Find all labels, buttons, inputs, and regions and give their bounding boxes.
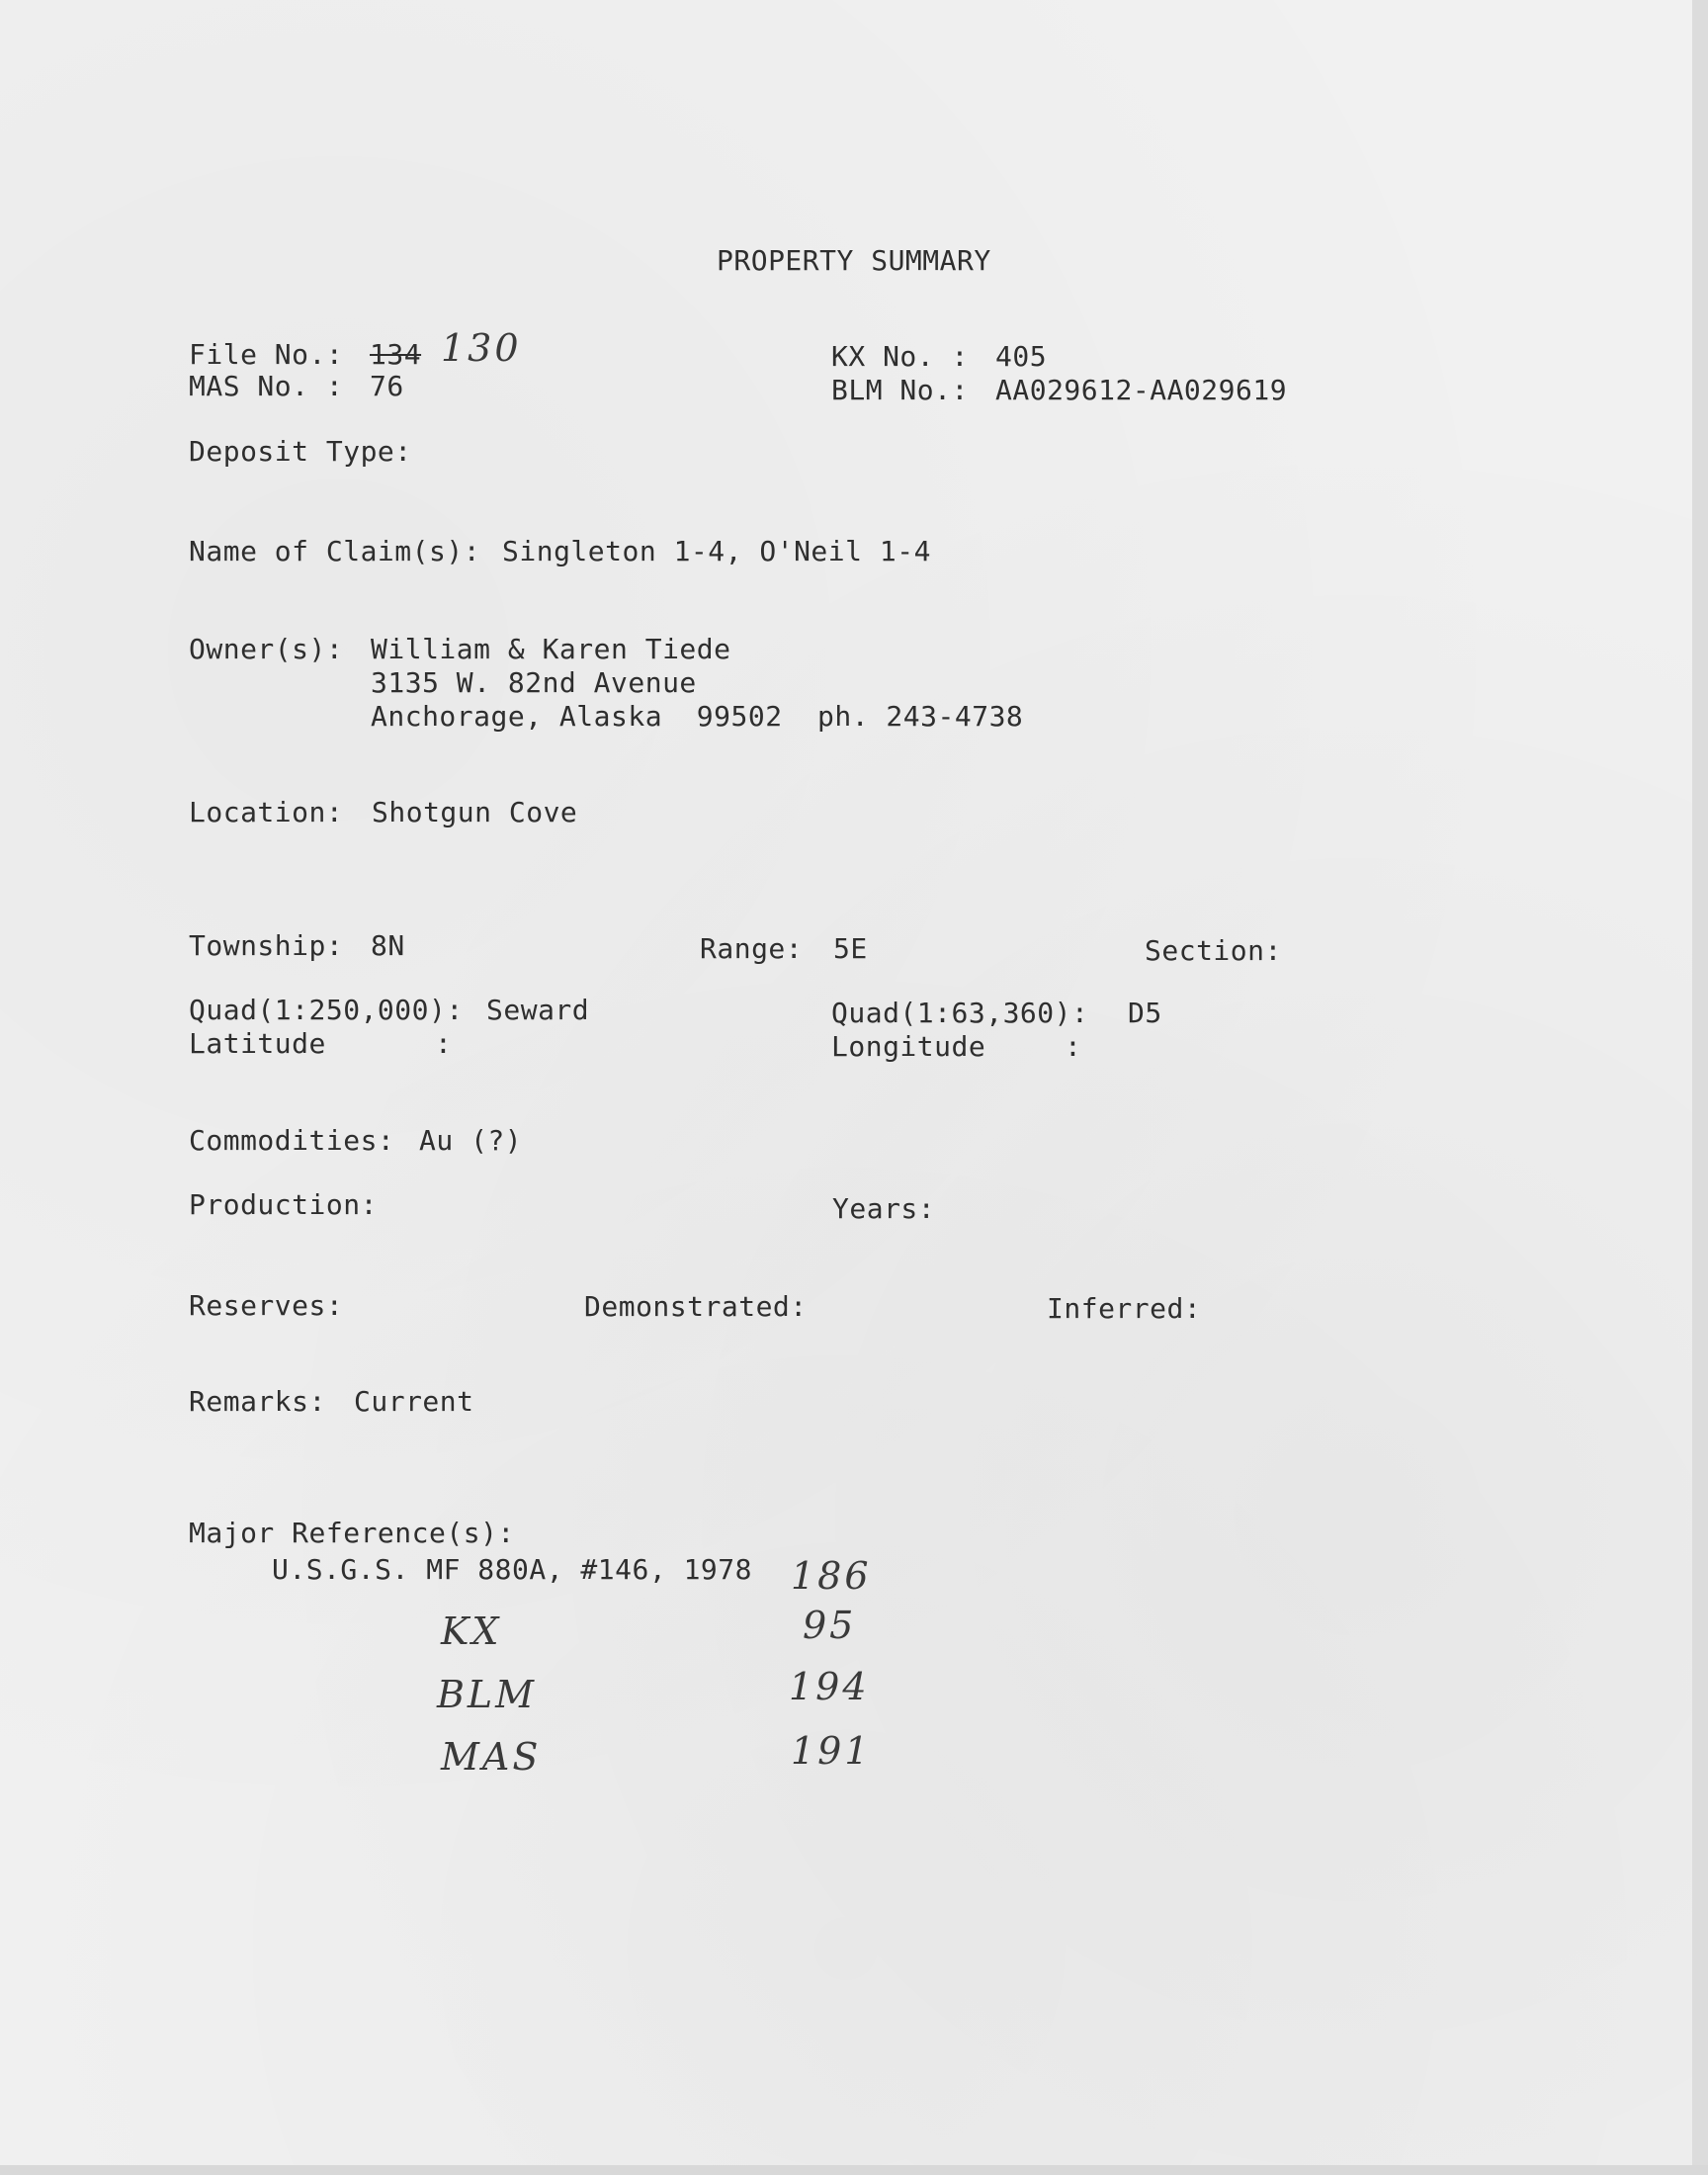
handwritten-ref-name: BLM xyxy=(437,1673,538,1716)
inferred-label: Inferred: xyxy=(1047,1292,1202,1325)
mas-no-value: 76 xyxy=(370,370,404,402)
page-title: PROPERTY SUMMARY xyxy=(717,244,991,277)
longitude-label: Longitude xyxy=(831,1030,986,1063)
commodities-value: Au (?) xyxy=(419,1124,523,1157)
owners-line2: 3135 W. 82nd Avenue xyxy=(371,666,697,699)
township-label: Township: xyxy=(189,929,344,962)
deposit-type-label: Deposit Type: xyxy=(189,435,412,468)
quad-63-value: D5 xyxy=(1128,997,1162,1029)
claims-label: Name of Claim(s): xyxy=(189,535,481,567)
quad-250-value: Seward xyxy=(486,994,590,1026)
years-label: Years: xyxy=(832,1192,936,1225)
owners-label: Owner(s): xyxy=(189,633,344,665)
mas-no-label: MAS No. : xyxy=(189,370,344,402)
remarks-label: Remarks: xyxy=(189,1385,326,1418)
scan-edge-right xyxy=(1692,0,1708,2175)
remarks-value: Current xyxy=(354,1385,474,1418)
handwritten-ref-number: 194 xyxy=(789,1665,870,1708)
quad-63-label: Quad(1:63,360): xyxy=(831,997,1089,1029)
handwritten-ref-name: KX xyxy=(441,1610,502,1653)
quad-250-label: Quad(1:250,000): xyxy=(189,994,464,1026)
file-no-struck-value: 134 xyxy=(370,338,422,371)
reference-usgs: U.S.G.S. MF 880A, #146, 1978 xyxy=(272,1553,753,1586)
kx-no-label: KX No. : xyxy=(831,340,969,373)
handwritten-ref-number: 186 xyxy=(791,1554,872,1598)
owners-phone: ph. 243-4738 xyxy=(817,700,1024,733)
longitude-separator: : xyxy=(1065,1030,1082,1063)
kx-no-value: 405 xyxy=(995,340,1048,373)
handwritten-ref-number: 95 xyxy=(803,1604,857,1647)
file-no-label: File No.: xyxy=(189,338,344,371)
commodities-label: Commodities: xyxy=(189,1124,395,1157)
claims-value: Singleton 1-4, O'Neil 1-4 xyxy=(502,535,931,567)
reserves-label: Reserves: xyxy=(189,1289,344,1322)
township-value: 8N xyxy=(371,929,405,962)
latitude-label: Latitude xyxy=(189,1027,326,1060)
range-label: Range: xyxy=(700,932,804,965)
scan-edge-bottom xyxy=(0,2165,1708,2175)
production-label: Production: xyxy=(189,1188,378,1221)
file-no-handwritten-value: 130 xyxy=(441,326,522,370)
location-value: Shotgun Cove xyxy=(372,796,578,828)
owners-line3: Anchorage, Alaska 99502 xyxy=(371,700,783,733)
blm-no-label: BLM No.: xyxy=(831,374,969,406)
handwritten-ref-number: 191 xyxy=(791,1729,872,1773)
references-label: Major Reference(s): xyxy=(189,1517,515,1549)
demonstrated-label: Demonstrated: xyxy=(584,1290,808,1323)
handwritten-ref-name: MAS xyxy=(441,1735,542,1779)
range-value: 5E xyxy=(833,932,868,965)
owners-line1: William & Karen Tiede xyxy=(371,633,731,665)
section-label: Section: xyxy=(1145,934,1282,967)
latitude-separator: : xyxy=(435,1027,453,1060)
location-label: Location: xyxy=(189,796,344,828)
blm-no-value: AA029612-AA029619 xyxy=(995,374,1288,406)
